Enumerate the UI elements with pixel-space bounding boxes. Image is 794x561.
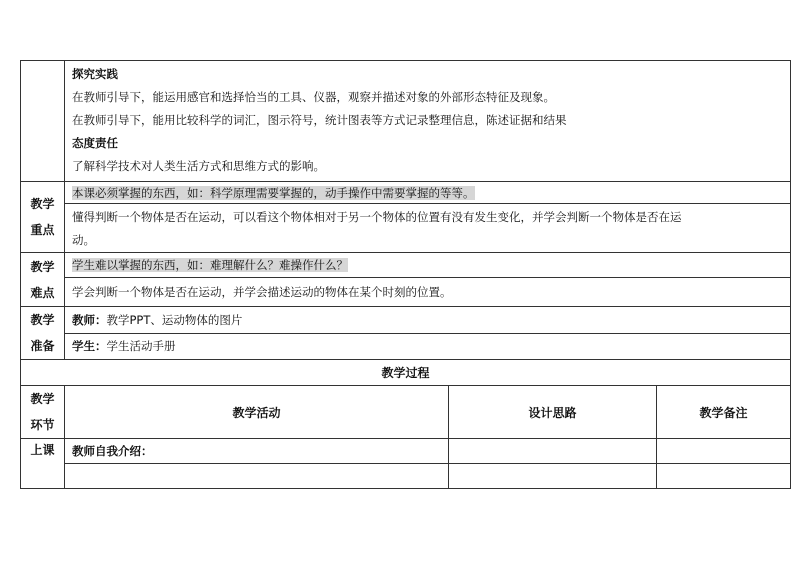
key-points-placeholder: 本课必须掌握的东西，如：科学原理需要掌握的，动手操作中需要掌握的等等。: [72, 185, 475, 200]
key-points-label-2: 重点: [30, 223, 55, 237]
preparation-teacher-label: 教师：: [72, 312, 107, 327]
objectives-row: [21, 61, 791, 182]
key-points-row-2: [21, 204, 791, 253]
key-points-row-1: [21, 182, 791, 204]
preparation-teacher-cell: [65, 307, 791, 334]
difficulties-row-1: [21, 253, 791, 278]
preparation-label-1: 教学: [30, 313, 55, 327]
process-activity-label: 教师自我介绍：: [72, 444, 153, 458]
preparation-label-2: 准备: [30, 339, 55, 353]
difficulties-placeholder: 学生难以掌握的东西，如：难理解什么？难操作什么？: [72, 258, 348, 272]
lesson-plan-table: [20, 60, 791, 489]
process-col-stage-1: 教学: [30, 392, 55, 406]
key-points-label: [21, 182, 65, 253]
process-activity-blank: [65, 463, 448, 488]
difficulties-label-2: 难点: [30, 285, 55, 300]
process-design-blank-2: [449, 463, 656, 488]
key-points-content: [65, 204, 791, 253]
objectives-line: 态度责任: [72, 136, 118, 150]
process-col-notes: 教学备注: [657, 386, 791, 439]
key-points-text-1: 懂得判断一个物体是否在运动，可以看这个物体相对于另一个物体的位置有没有发生变化，并学会判断一个物体是否在运: [72, 210, 682, 224]
objectives-line: 了解科学技术对人类生活方式和思维方式的影响。: [72, 159, 325, 173]
key-points-label-1: 教学: [30, 197, 55, 211]
process-notes-cell: [657, 439, 791, 489]
preparation-label: [21, 307, 65, 360]
objectives-line: 在教师引导下，能用比较科学的词汇，图示符号，统计图表等方式记录整理信息，陈述证据和结果: [72, 113, 567, 127]
difficulties-text: 学会判断一个物体是否在运动，并学会描述运动的物体在某个时刻的位置。: [72, 285, 452, 299]
process-stage-class: 上课: [21, 439, 65, 489]
process-header-row: [21, 386, 791, 439]
objectives-line: 探究实践: [72, 67, 118, 81]
process-col-stage-2: 环节: [30, 418, 55, 432]
process-design-blank-1: [449, 439, 656, 463]
objectives-lines: [65, 63, 790, 178]
key-points-text-2: 动。: [72, 233, 95, 247]
process-col-stage: [21, 386, 65, 439]
objectives-content: [65, 61, 791, 182]
objectives-line: 在教师引导下，能运用感官和选择恰当的工具、仪器，观察并描述对象的外部形态特征及现象。: [72, 90, 555, 104]
process-title-row: [21, 360, 791, 386]
preparation-student-label: 学生：: [72, 339, 107, 354]
difficulties-content: [65, 278, 791, 307]
preparation-student-cell: [65, 333, 791, 360]
objectives-label-cell: [21, 61, 65, 182]
process-title: 教学过程: [21, 360, 791, 386]
process-col-activity: 教学活动: [65, 386, 449, 439]
difficulties-placeholder-cell: [65, 253, 791, 278]
process-activity-cell: [65, 439, 449, 489]
preparation-row-1: [21, 307, 791, 334]
preparation-row-2: [21, 333, 791, 360]
process-design-cell: [449, 439, 657, 489]
preparation-teacher-text: 教学PPT、运动物体的图片: [106, 312, 243, 327]
process-notes-blank-1: [657, 439, 790, 463]
key-points-placeholder-cell: [65, 182, 791, 204]
difficulties-label-1: 教学: [30, 259, 55, 274]
preparation-student-text: 学生活动手册: [106, 339, 176, 354]
difficulties-label: [21, 253, 65, 307]
difficulties-row-2: [21, 278, 791, 307]
process-row-class: [21, 439, 791, 489]
process-col-design: 设计思路: [449, 386, 657, 439]
process-notes-blank-2: [657, 463, 790, 488]
